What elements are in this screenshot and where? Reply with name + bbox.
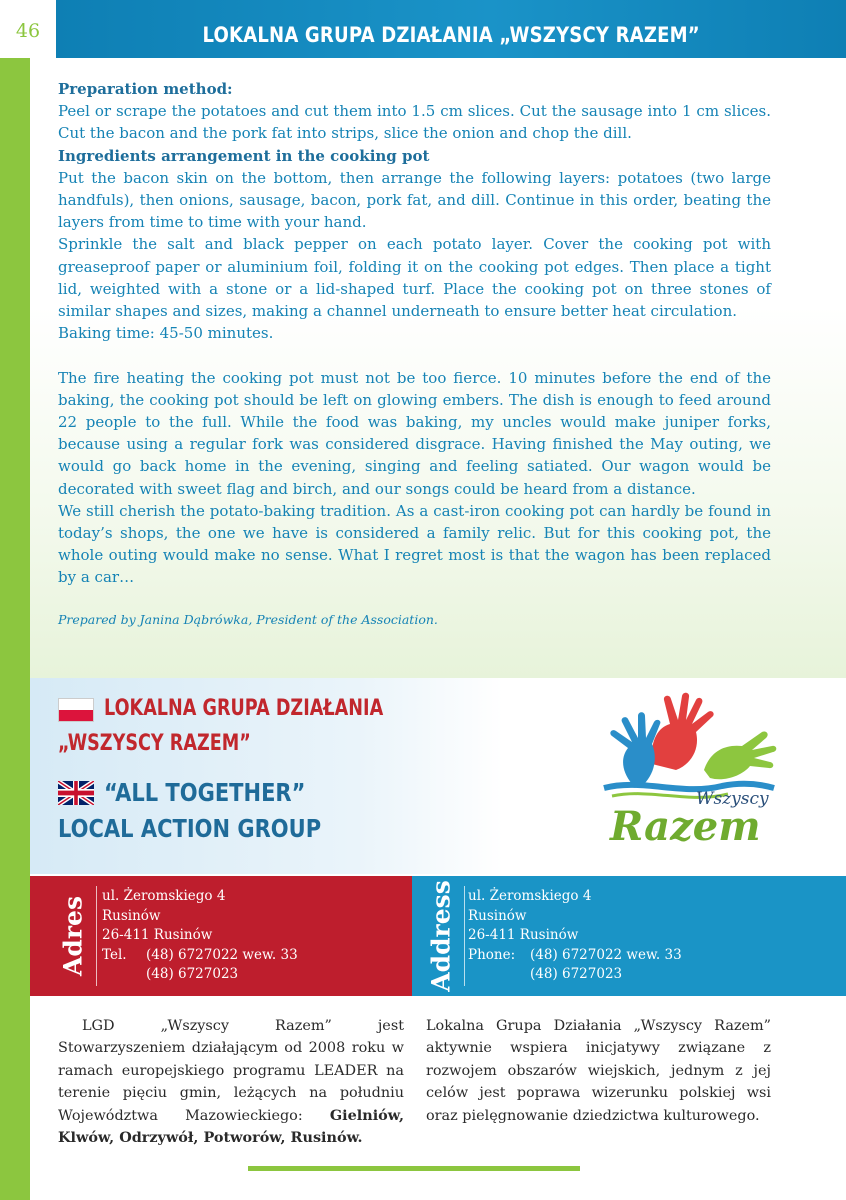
logo-wszyscy-text: Wszyscy xyxy=(696,789,769,809)
uk-flag-icon xyxy=(58,781,94,805)
lag-title-pl-line1: LOKALNA GRUPA DZIAŁANIA xyxy=(104,696,384,721)
address-divider xyxy=(96,886,97,986)
ingredients-heading: Ingredients arrangement in the cooking pot xyxy=(58,146,430,165)
article-paragraph: Put the bacon skin on the bottom, then arrange the following layers: potatoes (two large handfuls), then onions, sausage, bacon, pork fat, and dill. Continue in this order, beating the layers from time to time with your hand. xyxy=(58,168,771,232)
address-phone-row xyxy=(468,946,682,966)
address-city: Rusinów xyxy=(102,907,161,924)
address-phone-row xyxy=(102,946,298,966)
description-right: Lokalna Grupa Działania „Wszyscy Razem” aktywnie wspiera inicjatywy związane z rozwojem obszarów wiejskich, jednym z jej celów jest poprawa wizerunku polskiej wsi oraz pielęgnowanie dziedzictwa kulturowego. xyxy=(426,1018,771,1124)
address-box-en xyxy=(412,876,846,996)
address-street: ul. Żeromskiego 4 xyxy=(468,888,592,904)
phone-label: Tel. xyxy=(102,946,127,963)
article-paragraph: We still cherish the potato-baking tradition. As a cast-iron cooking pot can hardly be found in today’s shops, the one we have is considered a family relic. But for this cooking pot, the whole outing would make no sense. What I regret most is that the wagon has been replaced by a car… xyxy=(58,501,771,587)
address-city: Rusinów xyxy=(468,907,527,924)
phone-label: Phone: xyxy=(468,946,516,963)
header-title: LOKALNA GRUPA DZIAŁANIA „WSZYSCY RAZEM” xyxy=(202,23,700,47)
description-left-text: LGD „Wszyscy Razem” jest Stowarzyszeniem działającym od 2008 roku w ramach europejskiego programu LEADER na terenie pięciu gmin, leżących na południu Województwa Mazowieckiego: xyxy=(58,1018,404,1124)
address-postal: 26-411 Rusinów xyxy=(468,927,579,943)
description-left xyxy=(58,1015,404,1149)
page-number: 46 xyxy=(0,0,56,58)
wszyscy-razem-logo xyxy=(592,692,782,852)
address-postal: 26-411 Rusinów xyxy=(102,927,213,943)
logo-blue-hand-icon xyxy=(610,712,660,784)
address-phone-row xyxy=(468,965,682,985)
address-divider xyxy=(464,886,465,986)
address-label-pl: Adres xyxy=(58,895,88,977)
logo-red-hand-icon xyxy=(652,693,714,770)
lag-title-pl-line2: „WSZYSCY RAZEM” xyxy=(58,731,251,756)
baking-time: Baking time: 45-50 minutes. xyxy=(58,324,274,343)
article-paragraph: Peel or scrape the potatoes and cut them into 1.5 cm slices. Cut the sausage into 1 cm slices. Cut the bacon and the pork fat into strips, slice the onion and chop the dill. xyxy=(58,102,771,143)
logo-razem-text: Razem xyxy=(610,803,761,850)
address-lines-en xyxy=(468,887,682,985)
address-lines-pl xyxy=(102,887,298,985)
phone-number: (48) 6727022 wew. 33 xyxy=(146,946,298,963)
bottom-accent-line xyxy=(248,1166,580,1171)
left-accent-bar xyxy=(0,58,30,1200)
lag-title-en-line1: “ALL TOGETHER” xyxy=(104,778,306,807)
phone-number: (48) 6727023 xyxy=(146,966,239,982)
preparation-heading: Preparation method: xyxy=(58,80,233,98)
address-box-pl xyxy=(30,876,412,996)
address-phone-row xyxy=(102,965,298,985)
address-label-en: Address xyxy=(426,880,456,992)
article-signature: Prepared by Janina Dąbrówka, President of the Association. xyxy=(58,612,438,627)
page-header xyxy=(56,0,846,58)
article-body xyxy=(58,78,771,589)
phone-number: (48) 6727022 wew. 33 xyxy=(530,946,682,963)
address-street: ul. Żeromskiego 4 xyxy=(102,888,226,904)
polish-flag-icon xyxy=(58,698,94,722)
phone-number: (48) 6727023 xyxy=(530,966,623,982)
logo-green-hand-icon xyxy=(704,731,776,779)
paragraph-gap xyxy=(58,344,771,366)
article-paragraph: Sprinkle the salt and black pepper on each potato layer. Cover the cooking pot with greaseproof paper or aluminium foil, folding it on the cooking pot edges. Then place a tight lid, weighted with a stone or a lid-shaped turf. Place the cooking pot on three stones of similar shapes and sizes, making a channel underneath to ensure better heat circulation. xyxy=(58,235,771,321)
article-paragraph: The fire heating the cooking pot must not be too fierce. 10 minutes before the end of the baking, the cooking pot should be left on glowing embers. The dish is enough to feed around 22 people to the full. While the food was baking, my uncles would make juniper forks, because using a regular fork was considered disgrace. Having finished the May outing, we would go back home in the evening, singing and feeling satiated. Our wagon would be decorated with sweet flag and birch, and our songs could be heard from a distance. xyxy=(58,368,771,498)
gminy-list: Gielniów, Klwów, Odrzywół, Potworów, Rusinów. xyxy=(58,1106,404,1147)
lag-title-en-line2: LOCAL ACTION GROUP xyxy=(58,814,322,843)
